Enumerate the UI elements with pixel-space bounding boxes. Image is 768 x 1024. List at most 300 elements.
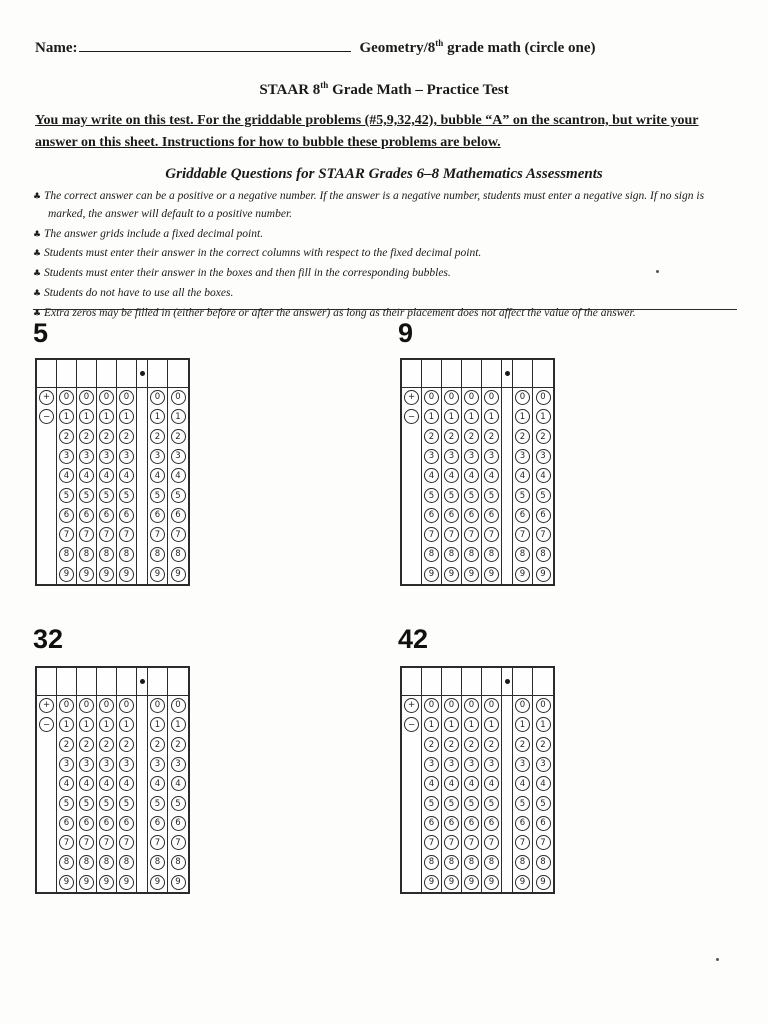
digit-bubble-2[interactable]: 2 <box>424 737 439 752</box>
digit-bubble-4[interactable]: 4 <box>79 468 94 483</box>
answer-write-box[interactable] <box>422 360 441 388</box>
digit-bubble-8[interactable]: 8 <box>99 855 114 870</box>
name-blank-line[interactable] <box>79 38 351 52</box>
digit-bubble-1[interactable]: 1 <box>171 409 186 424</box>
digit-bubble-0[interactable]: 0 <box>119 390 134 405</box>
digit-bubble-4[interactable]: 4 <box>79 776 94 791</box>
bullet-text: Students must enter their answer in the boxes and then fill in the corresponding bubbles. <box>43 267 451 280</box>
digit-bubble-1[interactable]: 1 <box>171 717 186 732</box>
plus-bubble[interactable]: + <box>404 390 419 405</box>
digit-bubble-3[interactable]: 3 <box>444 757 459 772</box>
digit-bubble-1[interactable]: 1 <box>99 717 114 732</box>
grid-cell <box>148 715 167 735</box>
digit-bubble-1[interactable]: 1 <box>444 717 459 732</box>
digit-bubble-7[interactable]: 7 <box>444 527 459 542</box>
digit-bubble-7[interactable]: 7 <box>150 527 165 542</box>
digit-bubble-3[interactable]: 3 <box>484 757 499 772</box>
digit-bubble-8[interactable]: 8 <box>79 547 94 562</box>
digit-bubble-9[interactable]: 9 <box>59 567 74 582</box>
grid-cell <box>513 407 532 427</box>
digit-bubble-5[interactable]: 5 <box>150 796 165 811</box>
digit-bubble-3[interactable]: 3 <box>464 449 479 464</box>
digit-bubble-7[interactable]: 7 <box>79 835 94 850</box>
digit-bubble-4[interactable]: 4 <box>171 468 186 483</box>
digit-bubble-5[interactable]: 5 <box>444 796 459 811</box>
digit-bubble-7[interactable]: 7 <box>171 527 186 542</box>
grid-cell <box>168 505 188 525</box>
digit-bubble-4[interactable]: 4 <box>119 776 134 791</box>
digit-bubble-2[interactable]: 2 <box>536 429 551 444</box>
grid-cell <box>97 715 116 735</box>
digit-bubble-4[interactable]: 4 <box>150 776 165 791</box>
digit-bubble-0[interactable]: 0 <box>424 390 439 405</box>
digit-bubble-8[interactable]: 8 <box>150 547 165 562</box>
answer-write-box[interactable] <box>442 360 461 388</box>
digit-bubble-9[interactable]: 9 <box>171 875 186 890</box>
minus-bubble[interactable]: − <box>404 717 419 732</box>
answer-write-box[interactable] <box>117 360 136 388</box>
digit-bubble-6[interactable]: 6 <box>464 816 479 831</box>
grid-cell <box>533 696 553 716</box>
digit-bubble-3[interactable]: 3 <box>79 757 94 772</box>
answer-write-box[interactable] <box>168 360 188 388</box>
digit-bubble-7[interactable]: 7 <box>484 835 499 850</box>
grid-cell <box>422 794 441 814</box>
digit-bubble-2[interactable]: 2 <box>79 737 94 752</box>
digit-bubble-6[interactable]: 6 <box>484 508 499 523</box>
digit-bubble-8[interactable]: 8 <box>515 855 530 870</box>
digit-bubble-4[interactable]: 4 <box>171 776 186 791</box>
digit-bubble-6[interactable]: 6 <box>515 508 530 523</box>
answer-write-box[interactable] <box>533 360 553 388</box>
digit-bubble-4[interactable]: 4 <box>444 776 459 791</box>
digit-bubble-1[interactable]: 1 <box>119 717 134 732</box>
digit-bubble-3[interactable]: 3 <box>424 757 439 772</box>
digit-bubble-1[interactable]: 1 <box>484 717 499 732</box>
digit-bubble-4[interactable]: 4 <box>424 468 439 483</box>
digit-bubble-8[interactable]: 8 <box>464 855 479 870</box>
digit-bubble-2[interactable]: 2 <box>150 737 165 752</box>
digit-bubble-7[interactable]: 7 <box>424 835 439 850</box>
grid-cell <box>37 774 56 794</box>
answer-write-box[interactable] <box>422 668 441 696</box>
digit-bubble-6[interactable]: 6 <box>484 816 499 831</box>
digit-bubble-2[interactable]: 2 <box>424 429 439 444</box>
digit-bubble-3[interactable]: 3 <box>99 449 114 464</box>
digit-bubble-0[interactable]: 0 <box>150 698 165 713</box>
answer-write-box[interactable] <box>97 360 116 388</box>
digit-bubble-7[interactable]: 7 <box>464 527 479 542</box>
digit-bubble-7[interactable]: 7 <box>119 527 134 542</box>
digit-bubble-3[interactable]: 3 <box>59 757 74 772</box>
digit-bubble-7[interactable]: 7 <box>99 835 114 850</box>
digit-bubble-0[interactable]: 0 <box>424 698 439 713</box>
digit-bubble-7[interactable]: 7 <box>59 835 74 850</box>
digit-bubble-9[interactable]: 9 <box>515 567 530 582</box>
digit-bubble-6[interactable]: 6 <box>424 816 439 831</box>
digit-bubble-1[interactable]: 1 <box>59 409 74 424</box>
digit-bubble-5[interactable]: 5 <box>424 796 439 811</box>
digit-bubble-9[interactable]: 9 <box>79 567 94 582</box>
digit-bubble-4[interactable]: 4 <box>515 468 530 483</box>
digit-bubble-0[interactable]: 0 <box>444 390 459 405</box>
digit-bubble-5[interactable]: 5 <box>99 796 114 811</box>
digit-bubble-9[interactable]: 9 <box>464 567 479 582</box>
digit-bubble-6[interactable]: 6 <box>99 508 114 523</box>
digit-bubble-7[interactable]: 7 <box>444 835 459 850</box>
digit-bubble-4[interactable]: 4 <box>536 776 551 791</box>
answer-write-box[interactable] <box>462 360 481 388</box>
digit-bubble-5[interactable]: 5 <box>484 488 499 503</box>
digit-bubble-5[interactable]: 5 <box>171 488 186 503</box>
digit-bubble-4[interactable]: 4 <box>536 468 551 483</box>
digit-bubble-7[interactable]: 7 <box>536 835 551 850</box>
digit-bubble-2[interactable]: 2 <box>444 429 459 444</box>
digit-bubble-0[interactable]: 0 <box>171 698 186 713</box>
digit-bubble-3[interactable]: 3 <box>484 449 499 464</box>
digit-bubble-8[interactable]: 8 <box>444 855 459 870</box>
digit-bubble-6[interactable]: 6 <box>59 508 74 523</box>
digit-bubble-8[interactable]: 8 <box>171 855 186 870</box>
digit-bubble-0[interactable]: 0 <box>99 390 114 405</box>
digit-bubble-2[interactable]: 2 <box>171 429 186 444</box>
digit-bubble-2[interactable]: 2 <box>99 737 114 752</box>
digit-bubble-3[interactable]: 3 <box>119 757 134 772</box>
digit-bubble-1[interactable]: 1 <box>79 409 94 424</box>
grid-cell <box>137 813 147 833</box>
digit-bubble-6[interactable]: 6 <box>79 816 94 831</box>
digit-bubble-8[interactable]: 8 <box>59 855 74 870</box>
digit-bubble-9[interactable]: 9 <box>424 567 439 582</box>
minus-bubble[interactable]: − <box>404 409 419 424</box>
answer-write-box[interactable] <box>148 668 167 696</box>
digit-bubble-1[interactable]: 1 <box>464 409 479 424</box>
digit-bubble-5[interactable]: 5 <box>79 796 94 811</box>
digit-bubble-0[interactable]: 0 <box>515 390 530 405</box>
title-pre: STAAR 8 <box>259 82 321 98</box>
grid-cell <box>57 545 76 565</box>
digit-bubble-9[interactable]: 9 <box>536 567 551 582</box>
answer-write-box[interactable] <box>513 668 532 696</box>
digit-bubble-3[interactable]: 3 <box>99 757 114 772</box>
minus-bubble[interactable]: − <box>39 717 54 732</box>
digit-bubble-0[interactable]: 0 <box>444 698 459 713</box>
grid-cell <box>37 872 56 892</box>
digit-bubble-5[interactable]: 5 <box>424 488 439 503</box>
answer-write-box[interactable] <box>442 668 461 696</box>
digit-bubble-5[interactable]: 5 <box>484 796 499 811</box>
grid-cell <box>148 505 167 525</box>
digit-bubble-0[interactable]: 0 <box>119 698 134 713</box>
digit-bubble-6[interactable]: 6 <box>119 816 134 831</box>
digit-bubble-3[interactable]: 3 <box>119 449 134 464</box>
digit-bubble-2[interactable]: 2 <box>150 429 165 444</box>
digit-bubble-8[interactable]: 8 <box>444 547 459 562</box>
answer-write-box[interactable] <box>148 360 167 388</box>
digit-bubble-8[interactable]: 8 <box>464 547 479 562</box>
digit-bubble-5[interactable]: 5 <box>59 488 74 503</box>
digit-bubble-4[interactable]: 4 <box>59 776 74 791</box>
digit-bubble-6[interactable]: 6 <box>536 816 551 831</box>
digit-bubble-4[interactable]: 4 <box>464 468 479 483</box>
digit-bubble-9[interactable]: 9 <box>444 875 459 890</box>
digit-bubble-1[interactable]: 1 <box>150 409 165 424</box>
digit-bubble-8[interactable]: 8 <box>119 547 134 562</box>
digit-bubble-6[interactable]: 6 <box>444 508 459 523</box>
digit-bubble-2[interactable]: 2 <box>59 429 74 444</box>
digit-bubble-4[interactable]: 4 <box>484 776 499 791</box>
digit-bubble-9[interactable]: 9 <box>464 875 479 890</box>
digit-bubble-7[interactable]: 7 <box>150 835 165 850</box>
digit-bubble-6[interactable]: 6 <box>444 816 459 831</box>
digit-bubble-5[interactable]: 5 <box>119 796 134 811</box>
digit-bubble-6[interactable]: 6 <box>59 816 74 831</box>
digit-bubble-5[interactable]: 5 <box>150 488 165 503</box>
digit-bubble-1[interactable]: 1 <box>59 717 74 732</box>
digit-bubble-7[interactable]: 7 <box>536 527 551 542</box>
answer-write-box[interactable] <box>533 668 553 696</box>
digit-bubble-7[interactable]: 7 <box>515 835 530 850</box>
digit-bubble-7[interactable]: 7 <box>119 835 134 850</box>
plus-bubble[interactable]: + <box>39 698 54 713</box>
digit-bubble-6[interactable]: 6 <box>464 508 479 523</box>
digit-bubble-7[interactable]: 7 <box>464 835 479 850</box>
digit-bubble-3[interactable]: 3 <box>150 757 165 772</box>
answer-write-box[interactable] <box>482 668 501 696</box>
digit-bubble-2[interactable]: 2 <box>79 429 94 444</box>
digit-bubble-5[interactable]: 5 <box>99 488 114 503</box>
digit-bubble-9[interactable]: 9 <box>99 567 114 582</box>
digit-bubble-7[interactable]: 7 <box>99 527 114 542</box>
grid-cell <box>422 505 441 525</box>
digit-bubble-2[interactable]: 2 <box>119 737 134 752</box>
grid-cell <box>502 794 512 814</box>
digit-bubble-0[interactable]: 0 <box>171 390 186 405</box>
digit-bubble-9[interactable]: 9 <box>99 875 114 890</box>
digit-bubble-8[interactable]: 8 <box>59 547 74 562</box>
digit-bubble-6[interactable]: 6 <box>119 508 134 523</box>
digit-bubble-5[interactable]: 5 <box>444 488 459 503</box>
answer-write-box[interactable] <box>97 668 116 696</box>
digit-bubble-2[interactable]: 2 <box>484 429 499 444</box>
grid-cell <box>462 715 481 735</box>
digit-bubble-8[interactable]: 8 <box>150 855 165 870</box>
plus-bubble[interactable]: + <box>404 698 419 713</box>
answer-write-box[interactable] <box>57 668 76 696</box>
digit-bubble-1[interactable]: 1 <box>99 409 114 424</box>
digit-bubble-9[interactable]: 9 <box>444 567 459 582</box>
digit-bubble-5[interactable]: 5 <box>536 488 551 503</box>
digit-bubble-6[interactable]: 6 <box>99 816 114 831</box>
answer-write-box[interactable] <box>168 668 188 696</box>
digit-bubble-5[interactable]: 5 <box>59 796 74 811</box>
digit-bubble-0[interactable]: 0 <box>464 698 479 713</box>
digit-bubble-7[interactable]: 7 <box>79 527 94 542</box>
digit-bubble-1[interactable]: 1 <box>515 409 530 424</box>
digit-bubble-8[interactable]: 8 <box>171 547 186 562</box>
digit-bubble-4[interactable]: 4 <box>150 468 165 483</box>
grid-cell <box>77 427 96 447</box>
grid-cell <box>533 545 553 565</box>
digit-bubble-9[interactable]: 9 <box>484 567 499 582</box>
digit-bubble-4[interactable]: 4 <box>99 468 114 483</box>
digit-bubble-5[interactable]: 5 <box>515 796 530 811</box>
grid-cell <box>37 505 56 525</box>
digit-bubble-4[interactable]: 4 <box>99 776 114 791</box>
digit-bubble-3[interactable]: 3 <box>515 757 530 772</box>
grid-cell <box>77 715 96 735</box>
digit-bubble-7[interactable]: 7 <box>424 527 439 542</box>
digit-bubble-8[interactable]: 8 <box>484 855 499 870</box>
digit-bubble-2[interactable]: 2 <box>464 429 479 444</box>
grid-cell <box>77 833 96 853</box>
grid-cell <box>37 446 56 466</box>
answer-write-box[interactable] <box>117 668 136 696</box>
digit-bubble-8[interactable]: 8 <box>424 855 439 870</box>
digit-bubble-0[interactable]: 0 <box>484 390 499 405</box>
digit-bubble-6[interactable]: 6 <box>171 508 186 523</box>
digit-bubble-9[interactable]: 9 <box>171 567 186 582</box>
digit-bubble-2[interactable]: 2 <box>536 737 551 752</box>
digit-bubble-3[interactable]: 3 <box>536 757 551 772</box>
digit-bubble-6[interactable]: 6 <box>515 816 530 831</box>
grid-cell <box>533 735 553 755</box>
digit-bubble-9[interactable]: 9 <box>150 875 165 890</box>
digit-bubble-2[interactable]: 2 <box>515 429 530 444</box>
digit-bubble-4[interactable]: 4 <box>59 468 74 483</box>
digit-bubble-8[interactable]: 8 <box>536 547 551 562</box>
digit-bubble-9[interactable]: 9 <box>59 875 74 890</box>
digit-bubble-6[interactable]: 6 <box>79 508 94 523</box>
digit-bubble-3[interactable]: 3 <box>536 449 551 464</box>
digit-bubble-8[interactable]: 8 <box>424 547 439 562</box>
digit-bubble-2[interactable]: 2 <box>515 737 530 752</box>
digit-bubble-1[interactable]: 1 <box>444 409 459 424</box>
digit-bubble-8[interactable]: 8 <box>515 547 530 562</box>
answer-write-box[interactable] <box>57 360 76 388</box>
digit-bubble-1[interactable]: 1 <box>484 409 499 424</box>
plus-bubble[interactable]: + <box>39 390 54 405</box>
digit-bubble-5[interactable]: 5 <box>464 488 479 503</box>
digit-bubble-2[interactable]: 2 <box>484 737 499 752</box>
grid-cell <box>77 466 96 486</box>
digit-bubble-3[interactable]: 3 <box>79 449 94 464</box>
digit-bubble-5[interactable]: 5 <box>119 488 134 503</box>
digit-bubble-9[interactable]: 9 <box>119 567 134 582</box>
digit-bubble-0[interactable]: 0 <box>59 390 74 405</box>
digit-bubble-8[interactable]: 8 <box>119 855 134 870</box>
digit-bubble-5[interactable]: 5 <box>515 488 530 503</box>
digit-bubble-3[interactable]: 3 <box>424 449 439 464</box>
digit-bubble-6[interactable]: 6 <box>171 816 186 831</box>
digit-bubble-2[interactable]: 2 <box>464 737 479 752</box>
digit-bubble-6[interactable]: 6 <box>150 508 165 523</box>
digit-bubble-3[interactable]: 3 <box>515 449 530 464</box>
minus-bubble[interactable]: − <box>39 409 54 424</box>
digit-bubble-6[interactable]: 6 <box>536 508 551 523</box>
digit-bubble-2[interactable]: 2 <box>444 737 459 752</box>
digit-bubble-0[interactable]: 0 <box>536 698 551 713</box>
digit-bubble-8[interactable]: 8 <box>536 855 551 870</box>
answer-write-box[interactable] <box>77 360 96 388</box>
digit-bubble-0[interactable]: 0 <box>79 390 94 405</box>
digit-bubble-1[interactable]: 1 <box>515 717 530 732</box>
digit-bubble-9[interactable]: 9 <box>484 875 499 890</box>
digit-bubble-1[interactable]: 1 <box>536 409 551 424</box>
answer-write-box[interactable] <box>482 360 501 388</box>
digit-bubble-9[interactable]: 9 <box>515 875 530 890</box>
digit-bubble-2[interactable]: 2 <box>171 737 186 752</box>
digit-bubble-6[interactable]: 6 <box>150 816 165 831</box>
digit-bubble-9[interactable]: 9 <box>119 875 134 890</box>
digit-bubble-1[interactable]: 1 <box>424 409 439 424</box>
digit-bubble-0[interactable]: 0 <box>484 698 499 713</box>
digit-bubble-0[interactable]: 0 <box>150 390 165 405</box>
digit-bubble-2[interactable]: 2 <box>119 429 134 444</box>
digit-bubble-4[interactable]: 4 <box>484 468 499 483</box>
digit-bubble-5[interactable]: 5 <box>79 488 94 503</box>
digit-bubble-2[interactable]: 2 <box>99 429 114 444</box>
digit-bubble-2[interactable]: 2 <box>59 737 74 752</box>
digit-bubble-7[interactable]: 7 <box>59 527 74 542</box>
digit-bubble-9[interactable]: 9 <box>424 875 439 890</box>
grid-cell <box>148 486 167 506</box>
digit-bubble-0[interactable]: 0 <box>515 698 530 713</box>
digit-bubble-4[interactable]: 4 <box>424 776 439 791</box>
digit-bubble-4[interactable]: 4 <box>515 776 530 791</box>
answer-write-box[interactable] <box>462 668 481 696</box>
digit-bubble-0[interactable]: 0 <box>79 698 94 713</box>
digit-bubble-5[interactable]: 5 <box>464 796 479 811</box>
digit-bubble-1[interactable]: 1 <box>464 717 479 732</box>
digit-bubble-6[interactable]: 6 <box>424 508 439 523</box>
digit-bubble-3[interactable]: 3 <box>59 449 74 464</box>
digit-bubble-0[interactable]: 0 <box>99 698 114 713</box>
digit-bubble-5[interactable]: 5 <box>536 796 551 811</box>
digit-bubble-1[interactable]: 1 <box>79 717 94 732</box>
digit-bubble-9[interactable]: 9 <box>79 875 94 890</box>
digit-bubble-1[interactable]: 1 <box>424 717 439 732</box>
digit-bubble-1[interactable]: 1 <box>150 717 165 732</box>
digit-bubble-8[interactable]: 8 <box>99 547 114 562</box>
digit-bubble-7[interactable]: 7 <box>484 527 499 542</box>
digit-bubble-3[interactable]: 3 <box>444 449 459 464</box>
digit-bubble-4[interactable]: 4 <box>464 776 479 791</box>
digit-bubble-9[interactable]: 9 <box>536 875 551 890</box>
digit-bubble-5[interactable]: 5 <box>171 796 186 811</box>
digit-bubble-4[interactable]: 4 <box>119 468 134 483</box>
digit-bubble-0[interactable]: 0 <box>59 698 74 713</box>
digit-bubble-7[interactable]: 7 <box>515 527 530 542</box>
digit-bubble-3[interactable]: 3 <box>150 449 165 464</box>
answer-write-box[interactable] <box>77 668 96 696</box>
digit-bubble-8[interactable]: 8 <box>484 547 499 562</box>
digit-bubble-4[interactable]: 4 <box>444 468 459 483</box>
digit-bubble-0[interactable]: 0 <box>536 390 551 405</box>
digit-bubble-3[interactable]: 3 <box>171 757 186 772</box>
digit-bubble-0[interactable]: 0 <box>464 390 479 405</box>
grid-cell <box>137 833 147 853</box>
digit-bubble-1[interactable]: 1 <box>536 717 551 732</box>
answer-write-box[interactable] <box>513 360 532 388</box>
digit-bubble-1[interactable]: 1 <box>119 409 134 424</box>
grid-cell <box>57 813 76 833</box>
digit-bubble-3[interactable]: 3 <box>171 449 186 464</box>
digit-bubble-8[interactable]: 8 <box>79 855 94 870</box>
digit-bubble-9[interactable]: 9 <box>150 567 165 582</box>
digit-bubble-3[interactable]: 3 <box>464 757 479 772</box>
digit-bubble-7[interactable]: 7 <box>171 835 186 850</box>
